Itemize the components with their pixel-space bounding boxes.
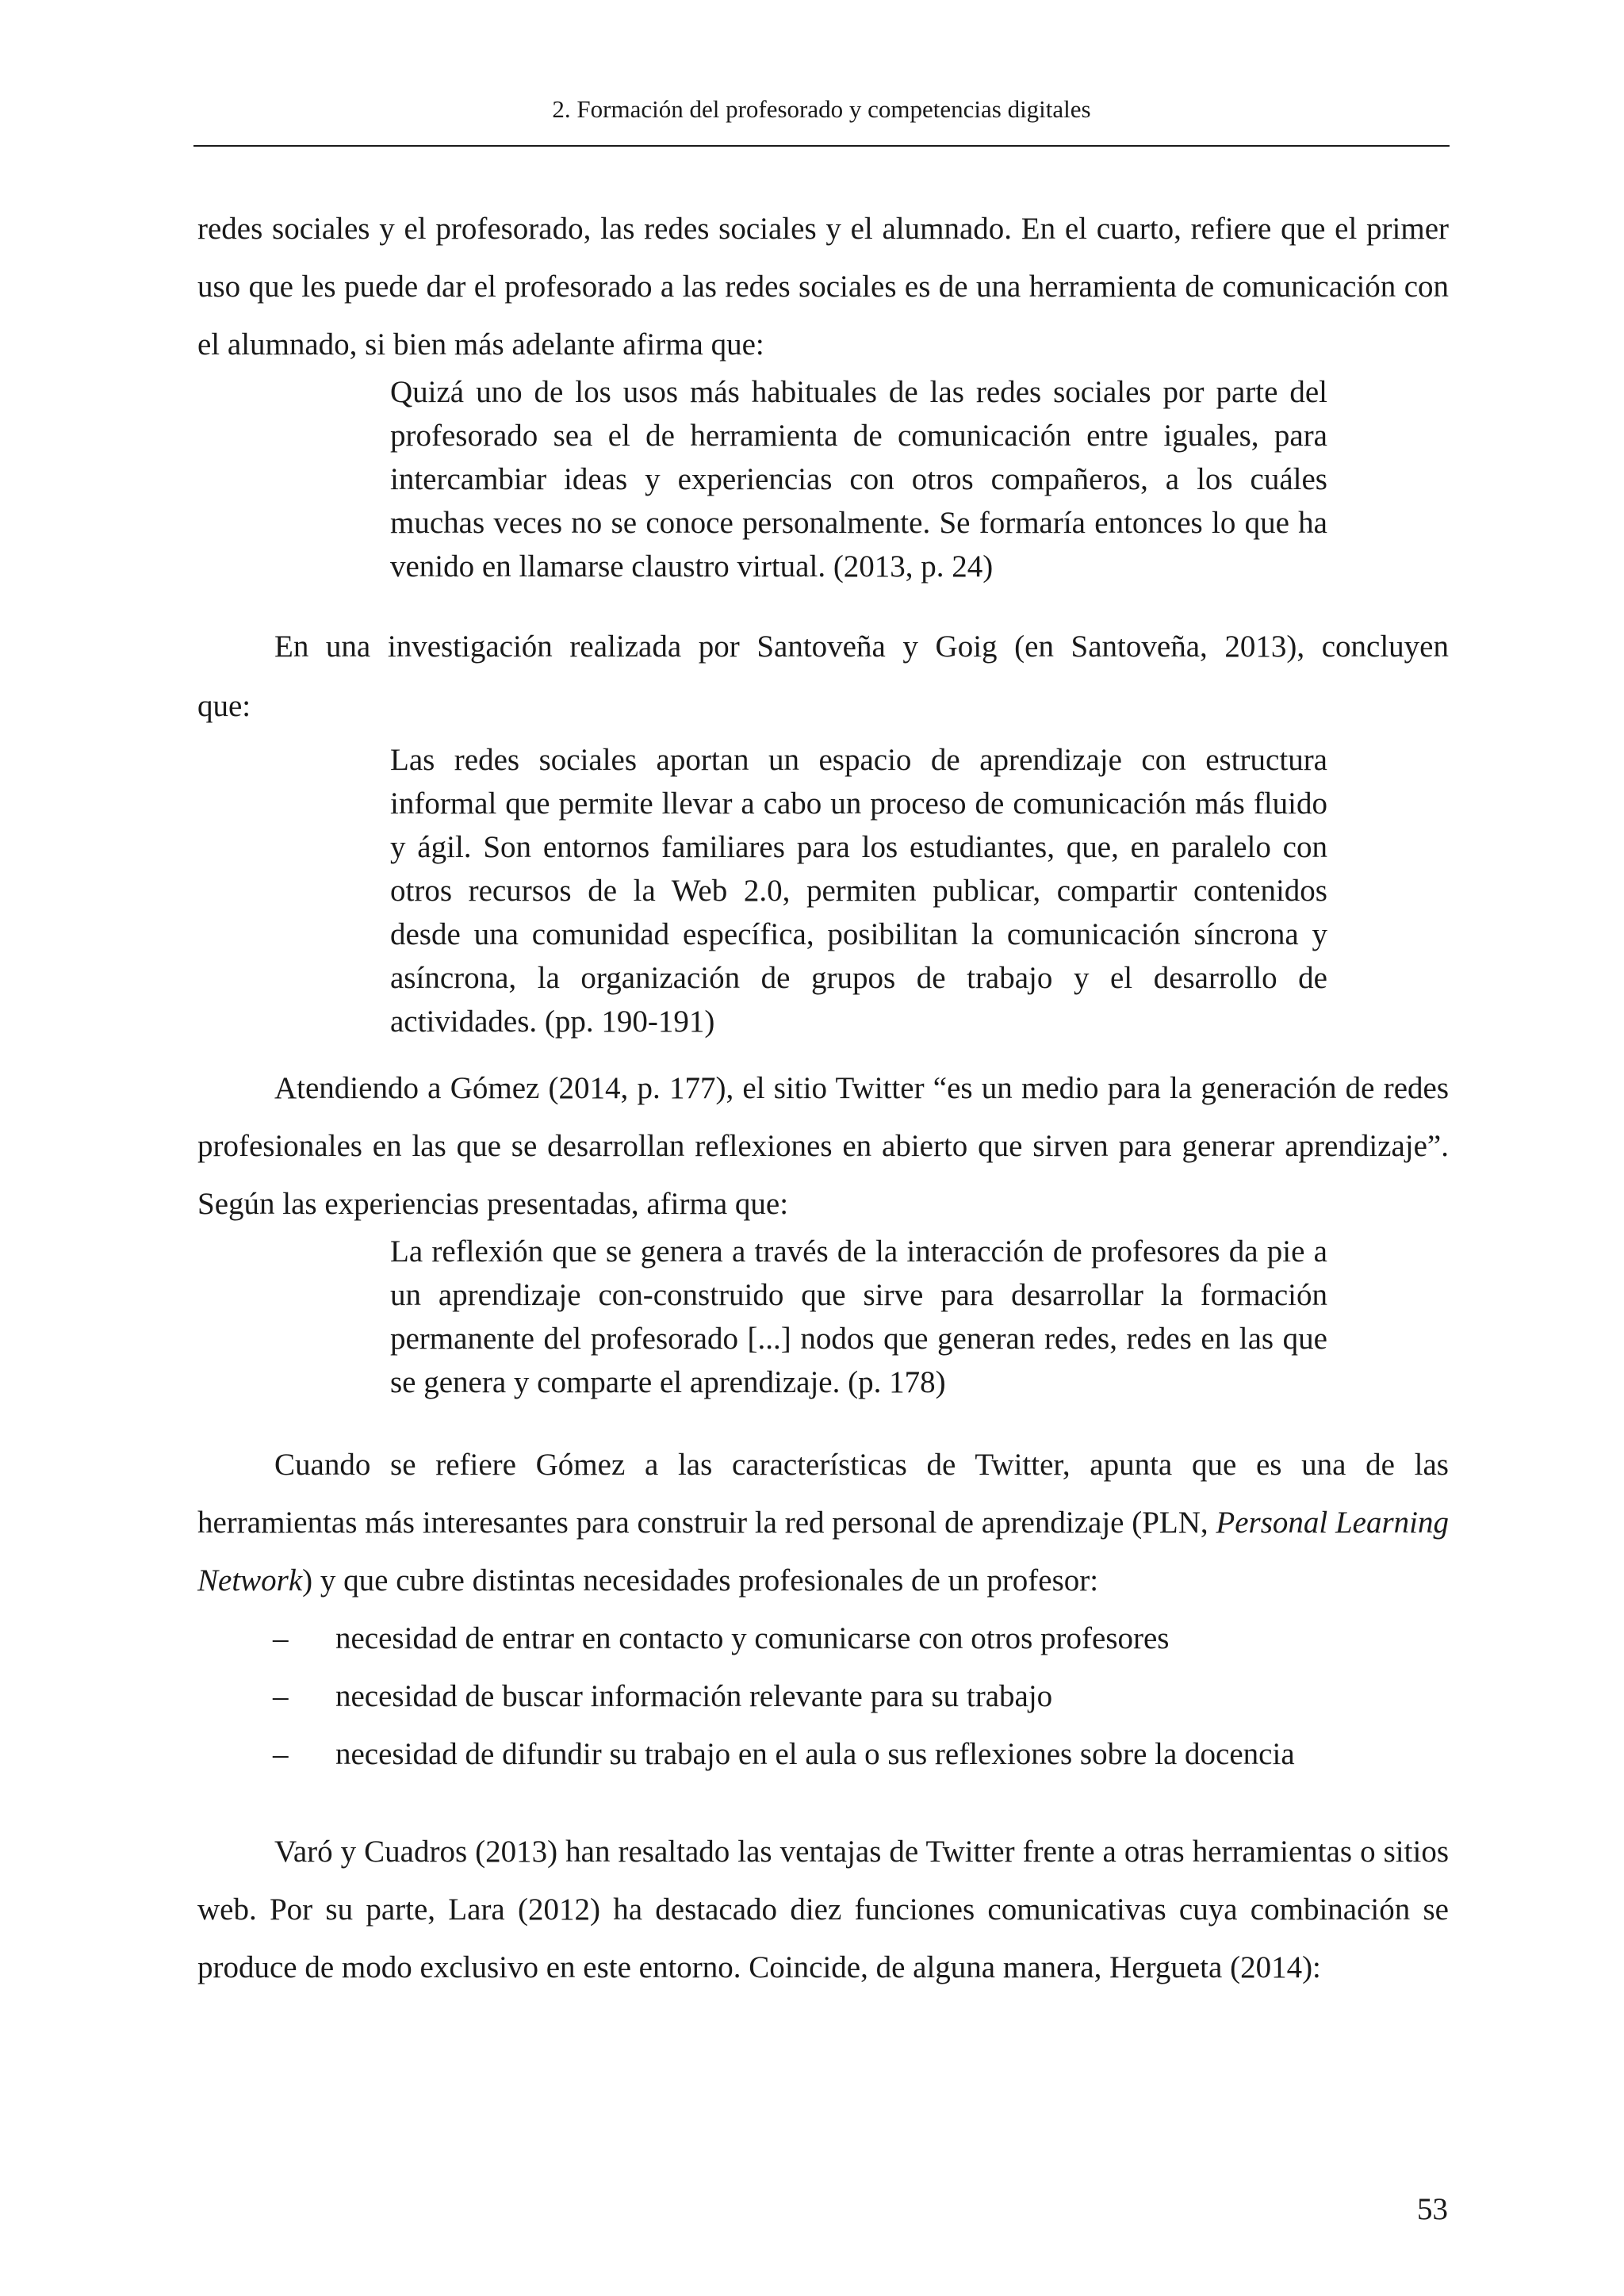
page-body [197,200,1449,1996]
paragraph-2-continuation: que: [197,689,251,723]
paragraph-2: En una investigación realizada por Santoveña y Goig (en Santoveña, 2013), concluyen [274,629,1449,664]
dash-bullet-icon: – [273,1621,289,1655]
dash-bullet-icon: – [273,1737,289,1771]
paragraph-4-text-a: Cuando se refiere Gómez a las características de Twitter, apunta que es una de las herramientas más interesantes para construir la red personal de aprendizaje (PLN, [197,1448,1449,1540]
list-item [197,1725,1449,1783]
block-quote-1: Quizá uno de los usos más habituales de las redes sociales por parte del profesorado sea el de herramienta de comunicación entre iguales, para intercambiar ideas y experiencias con otros compañeros, a los cuáles muchas veces no se conoce personalmente. Se formaría entonces lo que ha venido en llamarse claustro virtual. (2013, p. 24) [390,375,1327,584]
header-rule [193,145,1450,147]
paragraph-4 [197,1436,1449,1609]
paragraph-4-text-b: ) y que cubre distintas necesidades profesionales de un profesor: [302,1563,1099,1598]
dash-bullet-icon: – [273,1679,289,1713]
list-item-text: necesidad de difundir su trabajo en el aula o sus reflexiones sobre la docencia [335,1737,1295,1771]
list-item-text: necesidad de entrar en contacto y comunicarse con otros profesores [335,1621,1170,1655]
running-header: 2. Formación del profesorado y competencias digitales [552,95,1091,123]
paragraph-1: redes sociales y el profesorado, las redes sociales y el alumnado. En el cuarto, refiere que el primer uso que les puede dar el profesorado a las redes sociales es de una herramienta de comunicación con el alumnado, si bien más adelante afirma que: [197,212,1449,362]
paragraph-5: Varó y Cuadros (2013) han resaltado las ventajas de Twitter frente a otras herramientas o sitios web. Por su parte, Lara (2012) ha destacado diez funciones comunicativas cuya combinación se produce de modo exclusivo en este entorno. Coincide, de alguna manera, Hergueta (2014): [197,1835,1449,1984]
page-number: 53 [1417,2192,1448,2226]
list-item [197,1609,1449,1667]
needs-list [197,1609,1449,1783]
list-item-text: necesidad de buscar información relevante para su trabajo [335,1679,1053,1713]
list-item [197,1667,1449,1725]
paragraph-3: Atendiendo a Gómez (2014, p. 177), el sitio Twitter “es un medio para la generación de redes profesionales en las que se desarrollan reflexiones en abierto que sirven para generar aprendizaje”. Según las experiencias presentadas, afirma que: [197,1071,1449,1221]
block-quote-3: La reflexión que se genera a través de la interacción de profesores da pie a un aprendizaje con-construido que sirve para desarrollar la formación permanente del profesorado [...] nodos que generan redes, redes en las que se genera y comparte el aprendizaje. (p. 178) [390,1234,1327,1399]
block-quote-2: Las redes sociales aportan un espacio de aprendizaje con estructura informal que permite llevar a cabo un proceso de comunicación más fluido y ágil. Son entornos familiares para los estudiantes, que, en paralelo con otros recursos de la Web 2.0, permiten publicar, compartir contenidos desde una comunidad específica, posibilitan la comunicación síncrona y asíncrona, la organización de grupos de trabajo y el desarrollo de actividades. (pp. 190-191) [390,743,1327,1039]
paragraph-4-italic-term: Personal Learning Network [197,1506,1450,1598]
